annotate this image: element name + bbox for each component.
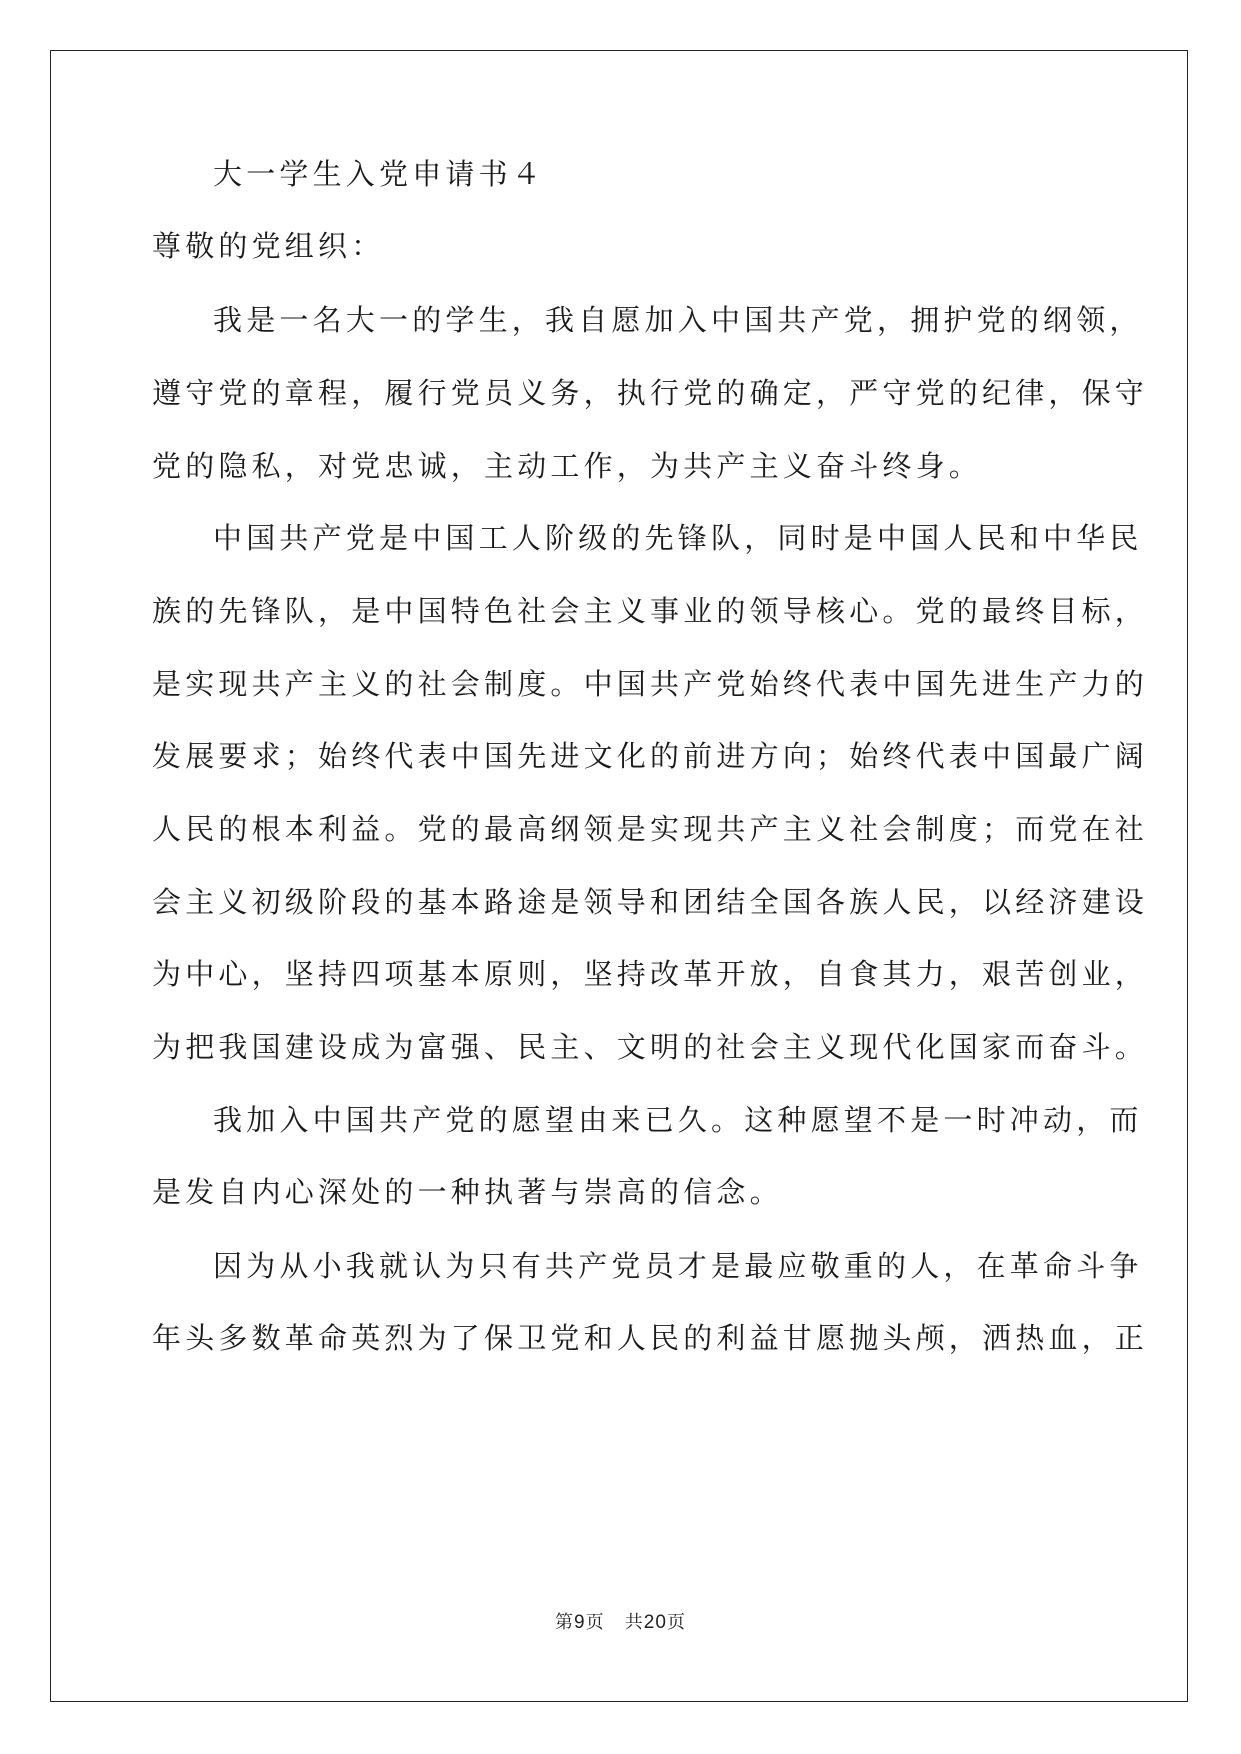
paragraph-line: 为把我国建设成为富强、民主、文明的社会主义现代化国家而奋斗。 xyxy=(152,1030,1149,1064)
footer-prefix: 第 xyxy=(555,1612,575,1633)
total-pages: 20 xyxy=(643,1612,667,1633)
page-frame xyxy=(50,50,1188,1702)
paragraph-line: 党的隐私，对党忠诚，主动工作，为共产主义奋斗终身。 xyxy=(152,449,983,483)
paragraph-line: 为中心，坚持四项基本原则，坚持改革开放，自食其力，艰苦创业， xyxy=(152,957,1149,991)
paragraph-line: 人民的根本利益。党的最高纲领是实现共产主义社会制度；而党在社 xyxy=(152,812,1149,846)
paragraph-line: 是实现共产主义的社会制度。中国共产党始终代表中国先进生产力的 xyxy=(152,667,1149,701)
page-footer xyxy=(0,1608,1241,1634)
paragraph-line: 族的先锋队，是中国特色社会主义事业的领导核心。党的最终目标， xyxy=(152,594,1149,628)
paragraph-line: 发展要求；始终代表中国先进文化的前进方向；始终代表中国最广阔 xyxy=(152,739,1149,773)
paragraph-line: 会主义初级阶段的基本路途是领导和团结全国各族人民，以经济建设 xyxy=(152,885,1149,919)
paragraph-line: 中国共产党是中国工人阶级的先锋队，同时是中国人民和中华民 xyxy=(213,521,1143,555)
footer-total-suffix: 页 xyxy=(666,1612,686,1633)
paragraph-line: 是发自内心深处的一种执著与崇高的信念。 xyxy=(152,1175,783,1209)
paragraph-line: 因为从小我就认为只有共产党员才是最应敬重的人，在革命斗争 xyxy=(213,1249,1143,1283)
footer-page-suffix: 页 xyxy=(585,1612,605,1633)
salutation: 尊敬的党组织： xyxy=(152,229,385,263)
paragraph-line: 我是一名大一的学生，我自愿加入中国共产党，拥护党的纲领， xyxy=(213,303,1143,337)
paragraph-line: 遵守党的章程，履行党员义务，执行党的确定，严守党的纪律，保守 xyxy=(152,376,1149,410)
document-heading: 大一学生入党申请书４ xyxy=(213,157,546,191)
paragraph-line: 我加入中国共产党的愿望由来已久。这种愿望不是一时冲动，而 xyxy=(213,1103,1143,1137)
paragraph-line: 年头多数革命英烈为了保卫党和人民的利益甘愿抛头颅，洒热血，正 xyxy=(152,1321,1149,1355)
page-number: 9 xyxy=(574,1612,586,1633)
footer-total-prefix: 共 xyxy=(624,1612,644,1633)
